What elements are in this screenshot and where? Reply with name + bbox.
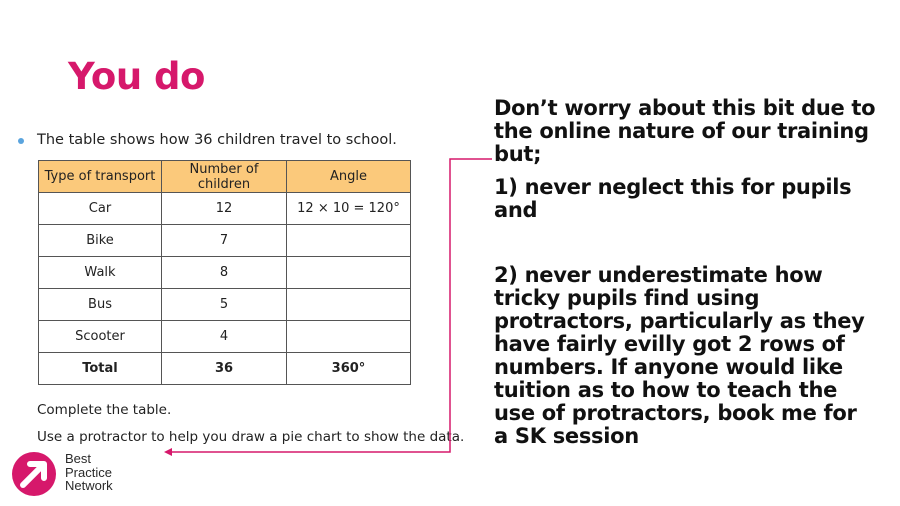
intro-text: The table shows how 36 children travel to school.	[37, 132, 397, 148]
cell-transport: Bus	[39, 289, 162, 321]
header-type-of-transport: Type of transport	[39, 161, 162, 193]
cell-transport: Walk	[39, 257, 162, 289]
cell-children: 7	[162, 225, 287, 257]
instruction-complete-table: Complete the table.	[37, 402, 172, 418]
cell-children: 5	[162, 289, 287, 321]
note-paragraph-2: 1) never neglect this for pupils and	[494, 175, 852, 222]
cell-total-angle: 360°	[287, 353, 411, 385]
presenter-note-point-1	[494, 176, 894, 222]
logo-line-best: Best	[65, 451, 92, 466]
arrow-up-right-circle-icon	[9, 451, 59, 497]
cell-transport: Bike	[39, 225, 162, 257]
cell-transport: Car	[39, 193, 162, 225]
instruction-protractor: Use a protractor to help you draw a pie chart to show the data.	[37, 429, 465, 445]
logo-line-network: Network	[65, 478, 113, 493]
cell-children: 8	[162, 257, 287, 289]
presenter-note-point-2	[494, 264, 874, 448]
cell-children: 12	[162, 193, 287, 225]
header-angle: Angle	[287, 161, 411, 193]
cell-children: 4	[162, 321, 287, 353]
cell-transport: Scooter	[39, 321, 162, 353]
presenter-note-intro	[494, 97, 894, 166]
logo-line-practice: Practice	[65, 464, 112, 480]
logo-wordmark	[65, 452, 113, 493]
note-paragraph-1: Don’t worry about this bit due to the online nature of our training but;	[494, 96, 876, 166]
cell-angle: 12 × 10 = 120°	[287, 193, 411, 225]
slide-title: You do	[68, 55, 205, 98]
cell-total-label: Total	[39, 353, 162, 385]
header-number-of-children: Number of children	[162, 161, 287, 193]
cell-total-children: 36	[162, 353, 287, 385]
note-paragraph-3: 2) never underestimate how tricky pupils find using protractors, particularly as they have fairly evilly got 2 rows of numbers. If anyone would like tuition as to how to teach the use of protractors, book me for a SK session	[494, 263, 865, 448]
